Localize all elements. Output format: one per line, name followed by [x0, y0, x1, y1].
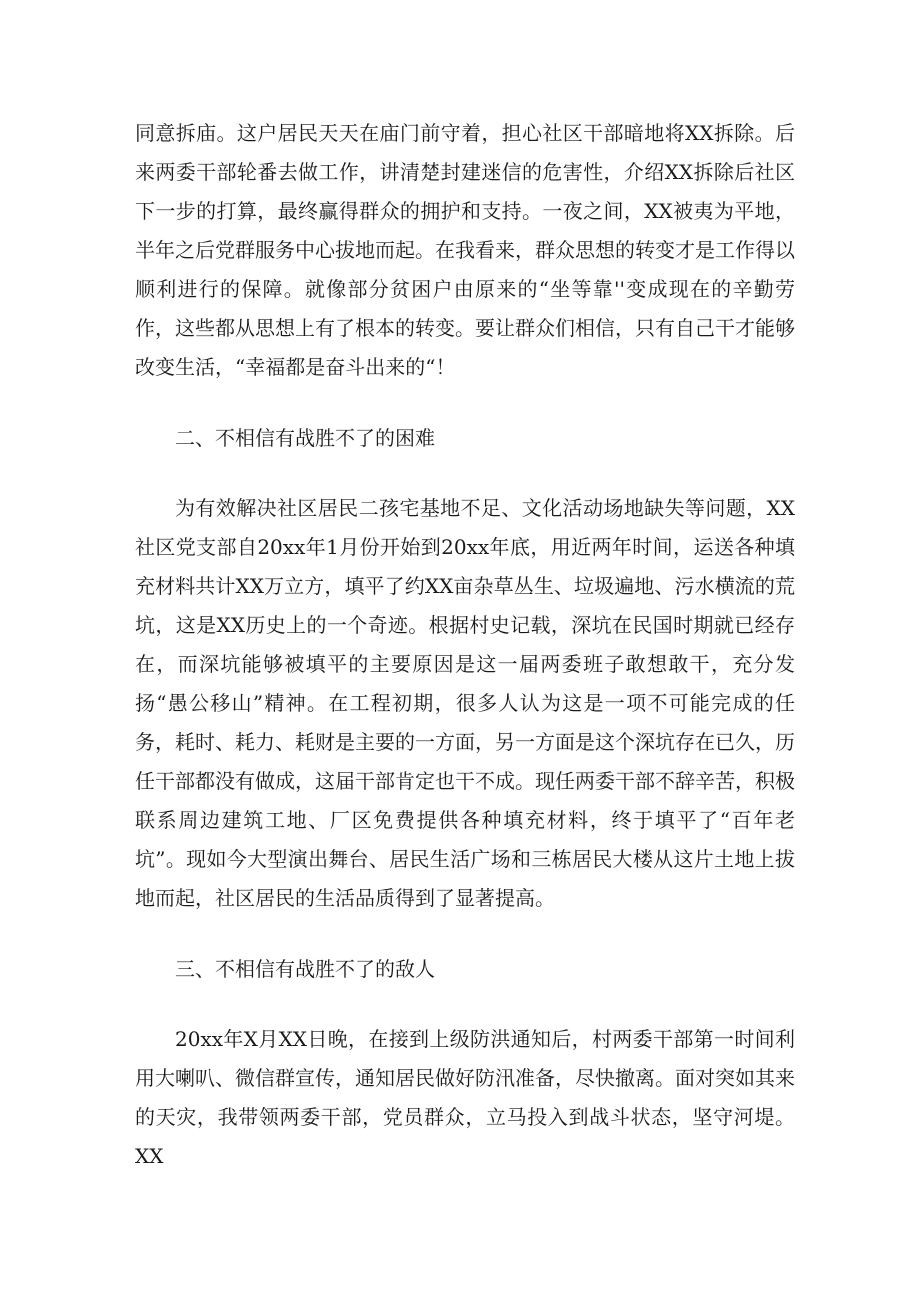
spacer [135, 989, 795, 1020]
spacer [135, 458, 795, 489]
paragraph-3: 20xx年X月XX日晚，在接到上级防洪通知后，村两委干部第一时间利用大喇叭、微信群宣传，通知居民做好防汛准备，尽快撤离。面对突如其来的天灾，我带领两委干部，党员群众，立马投入到战斗状态，坚守河堤。XX [135, 1027, 795, 1168]
paragraph-1: 同意拆庙。这户居民天天在庙门前守着，担心社区干部暗地将XX拆除。后来两委干部轮番去做工作，讲清楚封建迷信的危害性，介绍XX拆除后社区下一步的打算，最终赢得群众的拥护和支持。一夜之间，XX被夷为平地，半年之后党群服务中心拔地而起。在我看来，群众思想的转变才是工作得以顺利进行的保障。就像部分贫困户由原来的“坐等靠''变成现在的辛勤劳作，这些都从思想上有了根本的转变。要让群众们相信，只有自己干才能够改变生活，“幸福都是奋斗出来的“！ [135, 121, 795, 379]
spacer [135, 387, 795, 419]
document-body [135, 114, 795, 1176]
spacer [135, 918, 795, 950]
paragraph-2: 为有效解决社区居民二孩宅基地不足、文化活动场地缺失等问题，XX社区党支部自20xx年1月份开始到20xx年底，用近两年时间，运送各种填充材料共计XX万立方，填平了约XX亩杂草丛生、垃圾遍地、污水横流的荒坑，这是XX历史上的一个奇迹。根据村史记载，深坑在民国时期就已经存在，而深坑能够被填平的主要原因是这一届两委班子敢想敢干，充分发扬“愚公移山”精神。在工程初期，很多人认为这是一项不可能完成的任务，耗时、耗力、耗财是主要的一方面，另一方面是这个深坑存在已久，历任干部都没有做成，这届干部肯定也干不成。现任两委干部不辞辛苦，积极联系周边建筑工地、厂区免费提供各种填充材料，终于填平了“百年老坑”。现如今大型演出舞台、居民生活广场和三栋居民大楼从这片土地上拔地而起，社区居民的生活品质得到了显著提高。 [135, 496, 795, 910]
section-heading-3: 三、不相信有战胜不了的敌人 [175, 957, 435, 981]
section-heading-2: 二、不相信有战胜不了的困难 [175, 426, 435, 450]
